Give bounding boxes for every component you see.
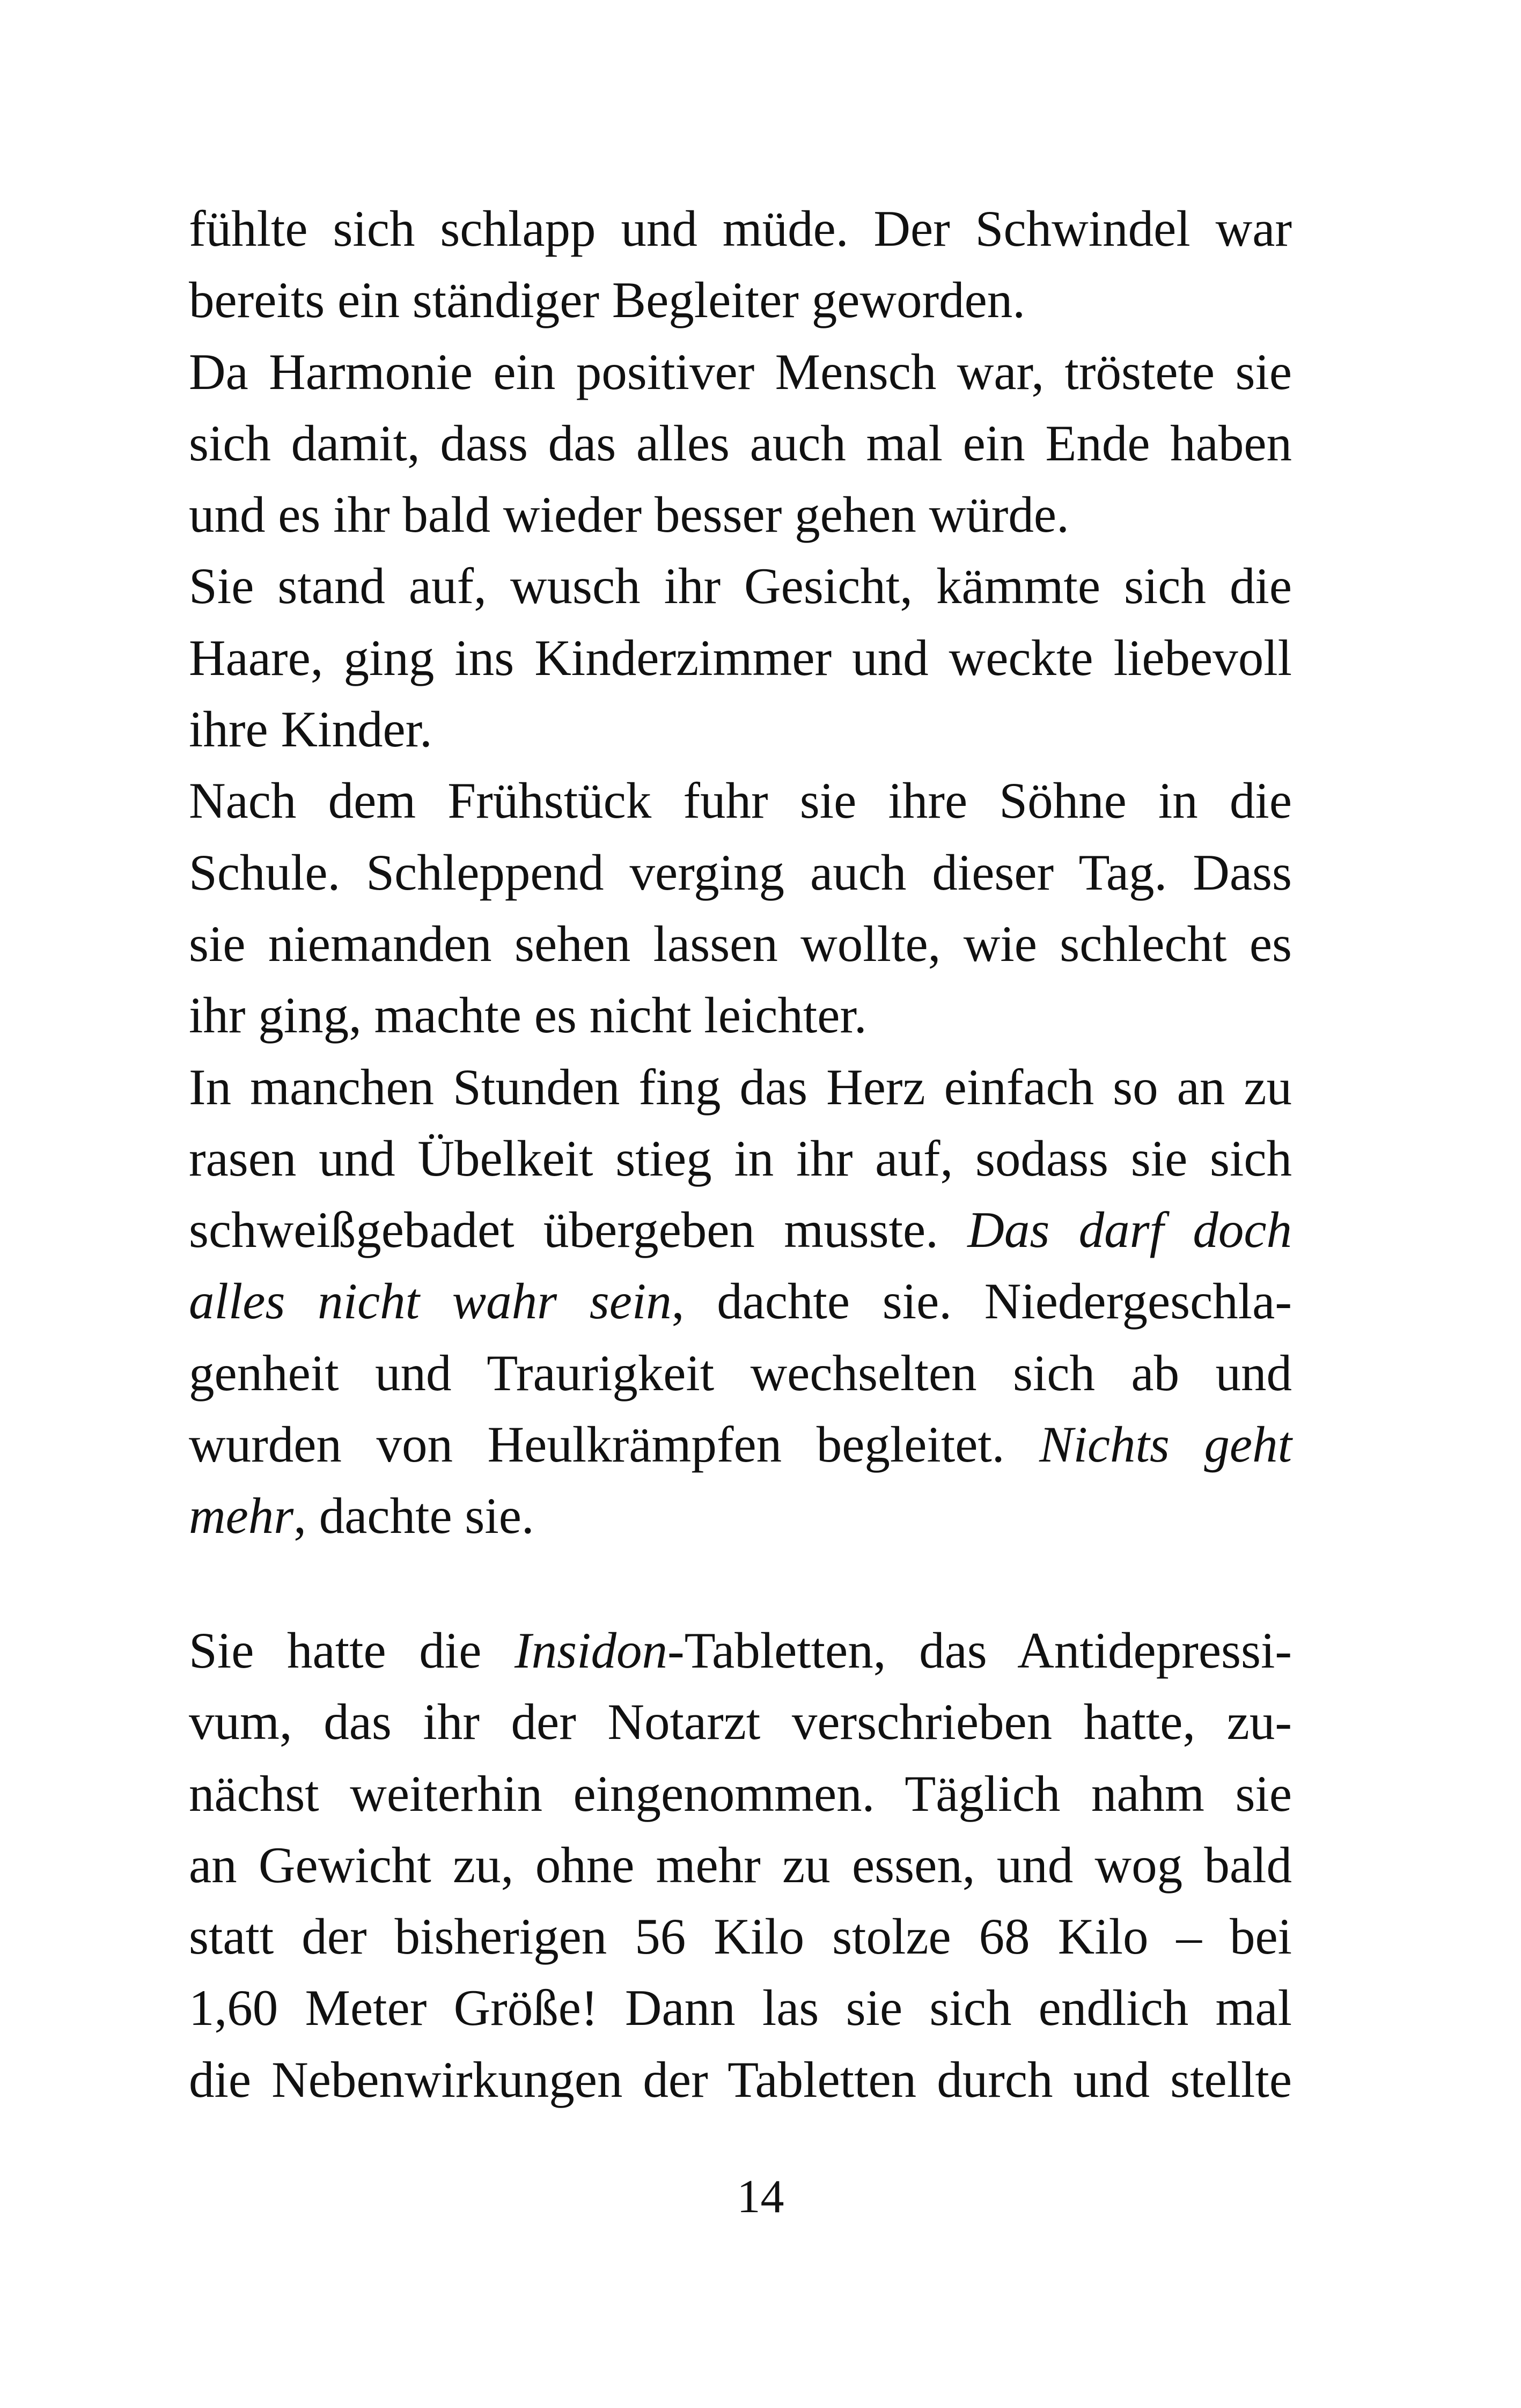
text-segment: Haare, ging ins Kinderzimmer und weckte liebevoll bbox=[189, 629, 1292, 686]
text-segment: In manchen Stunden fing das Herz einfach so an zu bbox=[189, 1058, 1292, 1115]
text-segment: sich damit, dass das alles auch mal ein Ende haben bbox=[189, 414, 1292, 472]
text-segment: Sie hatte die bbox=[189, 1622, 515, 1679]
paragraph-block-1 bbox=[189, 193, 1292, 1552]
text-segment: genheit und Traurigkeit wechselten sich ab und bbox=[189, 1344, 1292, 1401]
text-segment: schweißgebadet übergeben musste. bbox=[189, 1201, 968, 1259]
text-segment: wurden von Heulkrämpfen begleitet. bbox=[189, 1416, 1040, 1473]
text-segment: bereits ein ständiger Begleiter geworden. bbox=[189, 271, 1026, 329]
text-segment: 1,60 Meter Größe! Dann las sie sich endlich mal bbox=[189, 1979, 1292, 2037]
text-line bbox=[189, 765, 1292, 836]
text-segment: -Tabletten, das Antidepressi- bbox=[667, 1622, 1292, 1679]
text-segment: Da Harmonie ein positiver Mensch war, tröstete sie bbox=[189, 343, 1292, 400]
text-line bbox=[189, 1052, 1292, 1123]
text-line bbox=[189, 1972, 1292, 2044]
text-line bbox=[189, 2044, 1292, 2116]
italic-text: mehr bbox=[189, 1487, 294, 1545]
text-segment: an Gewicht zu, ohne mehr zu essen, und wog bald bbox=[189, 1836, 1292, 1893]
text-segment: , dachte sie. Niedergeschla- bbox=[671, 1273, 1292, 1330]
text-segment: nächst weiterhin eingenommen. Täglich nahm sie bbox=[189, 1765, 1292, 1822]
italic-text: alles nicht wahr sein bbox=[189, 1273, 672, 1330]
text-line bbox=[189, 1686, 1292, 1758]
text-line bbox=[189, 1266, 1292, 1337]
text-line bbox=[189, 408, 1292, 479]
text-line bbox=[189, 1409, 1292, 1480]
text-line bbox=[189, 1615, 1292, 1686]
text-segment: ihr ging, machte es nicht leichter. bbox=[189, 987, 867, 1044]
text-line bbox=[189, 1194, 1292, 1266]
text-line bbox=[189, 908, 1292, 980]
text-segment: Schule. Schleppend verging auch dieser Tag. Dass bbox=[189, 843, 1292, 901]
italic-text: Das darf doch bbox=[967, 1201, 1292, 1259]
paragraph-block-2 bbox=[189, 1615, 1292, 2116]
text-segment: rasen und Übelkeit stieg in ihr auf, sodass sie sich bbox=[189, 1129, 1292, 1187]
text-segment: sie niemanden sehen lassen wollte, wie schlecht es bbox=[189, 915, 1292, 972]
text-line bbox=[189, 1901, 1292, 1972]
text-segment: statt der bisherigen 56 Kilo stolze 68 Kilo – bei bbox=[189, 1908, 1292, 1965]
text-line bbox=[189, 1480, 1292, 1552]
text-line bbox=[189, 980, 1292, 1051]
text-line bbox=[189, 622, 1292, 694]
text-segment: ihre Kinder. bbox=[189, 701, 432, 758]
italic-text: Nichts geht bbox=[1039, 1416, 1292, 1473]
text-segment: die Nebenwirkungen der Tabletten durch und stellte bbox=[189, 2051, 1292, 2108]
text-line bbox=[189, 1338, 1292, 1409]
text-line bbox=[189, 265, 1292, 336]
text-line bbox=[189, 550, 1292, 622]
text-segment: und es ihr bald wieder besser gehen würde. bbox=[189, 486, 1069, 544]
text-line bbox=[189, 1123, 1292, 1194]
text-line bbox=[189, 336, 1292, 408]
text-line bbox=[189, 1758, 1292, 1830]
text-segment: Sie stand auf, wusch ihr Gesicht, kämmte sich die bbox=[189, 557, 1292, 615]
text-line bbox=[189, 694, 1292, 765]
text-segment: fühlte sich schlapp und müde. Der Schwindel war bbox=[189, 200, 1292, 257]
italic-text: Insidon bbox=[515, 1622, 668, 1679]
text-segment: vum, das ihr der Notarzt verschrieben hatte, zu- bbox=[189, 1693, 1292, 1751]
text-segment: Nach dem Frühstück fuhr sie ihre Söhne in die bbox=[189, 772, 1292, 829]
text-line bbox=[189, 837, 1292, 908]
text-line bbox=[189, 193, 1292, 265]
text-segment: , dachte sie. bbox=[293, 1487, 534, 1545]
text-line bbox=[189, 479, 1292, 550]
text-line bbox=[189, 1830, 1292, 1901]
page-number: 14 bbox=[737, 2171, 784, 2223]
